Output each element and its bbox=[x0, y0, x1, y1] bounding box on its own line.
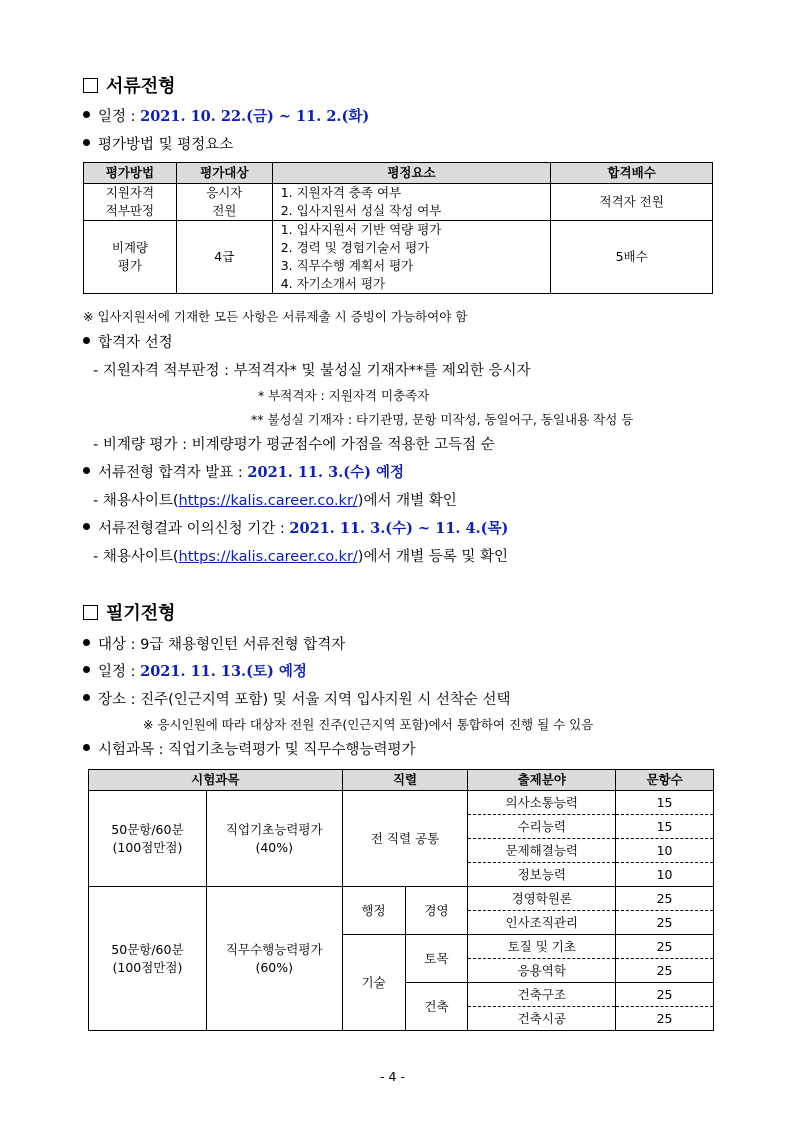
cell-count: 10 bbox=[616, 839, 714, 863]
cell-field: 정보능력 bbox=[468, 863, 616, 887]
subjects-line: 시험과목 : 직업기초능력평가 및 직무수행능력평가 bbox=[83, 738, 415, 759]
selection-footnote-1: * 부적격자 : 지원자격 미충족자 bbox=[258, 388, 430, 403]
bullet-icon bbox=[83, 666, 90, 673]
cell-field: 문제해결능력 bbox=[468, 839, 616, 863]
announce-date: 2021. 11. 3.(수) 예정 bbox=[247, 464, 405, 481]
target-line: 대상 : 9급 채용형인턴 서류전형 합격자 bbox=[83, 633, 345, 654]
cell-field: 건축시공 bbox=[468, 1007, 616, 1031]
cell-method: 지원자격 적부판정 bbox=[84, 184, 177, 221]
cell-field: 수리능력 bbox=[468, 815, 616, 839]
section-heading-document-screening: 서류전형 bbox=[83, 72, 176, 98]
place-line: 장소 : 진주(인근지역 포함) 및 서울 지역 입사지원 시 선착순 선택 bbox=[83, 688, 510, 709]
cell-subject: 직업기초능력평가 (40%) bbox=[206, 791, 342, 887]
cell-field: 응용역학 bbox=[468, 959, 616, 983]
cell-target: 4급 bbox=[176, 221, 272, 294]
cell-count: 25 bbox=[616, 1007, 714, 1031]
cell-format: 50문항/60분 (100점만점) bbox=[89, 791, 207, 887]
checkbox-square-icon bbox=[83, 78, 98, 93]
bullet-icon bbox=[83, 337, 90, 344]
announce-sub: - 채용사이트(https://kalis.career.co.kr/)에서 개별 확인 bbox=[93, 493, 457, 509]
exam-schedule-line: 일정 : 2021. 11. 13.(토) 예정 bbox=[83, 660, 307, 681]
schedule-date: 2021. 10. 22.(금) ~ 11. 2.(화) bbox=[140, 108, 370, 125]
page-number: - 4 - bbox=[380, 1069, 405, 1084]
appeal-date: 2021. 11. 3.(수) ~ 11. 4.(목) bbox=[289, 520, 509, 537]
career-site-link[interactable]: https://kalis.career.co.kr/ bbox=[178, 549, 358, 565]
evidence-note: ※ 입사지원서에 기재한 모든 사항은 서류제출 시 증빙이 가능하여야 함 bbox=[83, 309, 468, 324]
cell-track-civil: 토목 bbox=[405, 935, 468, 983]
bullet-icon bbox=[83, 694, 90, 701]
header-count: 문항수 bbox=[616, 770, 714, 791]
cell-multiple: 적격자 전원 bbox=[551, 184, 713, 221]
header-target: 평가대상 bbox=[176, 163, 272, 184]
checkbox-square-icon bbox=[83, 605, 98, 620]
bullet-icon bbox=[83, 639, 90, 646]
bullet-icon bbox=[83, 111, 90, 118]
screening-evaluation-table bbox=[83, 162, 713, 294]
cell-field: 경영학원론 bbox=[468, 887, 616, 911]
cell-field: 의사소통능력 bbox=[468, 791, 616, 815]
bullet-icon bbox=[83, 523, 90, 530]
written-exam-table bbox=[88, 769, 714, 1031]
cell-field: 인사조직관리 bbox=[468, 911, 616, 935]
header-track: 직렬 bbox=[342, 770, 468, 791]
schedule-line: 일정 : 2021. 10. 22.(금) ~ 11. 2.(화) bbox=[83, 105, 369, 126]
cell-track-arch: 건축 bbox=[405, 983, 468, 1031]
header-multiple: 합격배수 bbox=[551, 163, 713, 184]
bullet-icon bbox=[83, 467, 90, 474]
cell-method: 비계량 평가 bbox=[84, 221, 177, 294]
cell-count: 25 bbox=[616, 911, 714, 935]
announce-line: 서류전형 합격자 발표 : 2021. 11. 3.(수) 예정 bbox=[83, 461, 404, 482]
appeal-sub: - 채용사이트(https://kalis.career.co.kr/)에서 개별 등록 및 확인 bbox=[93, 549, 508, 565]
cell-count: 25 bbox=[616, 887, 714, 911]
cell-elements: 1. 입사지원서 기반 역량 평가 2. 경력 및 경험기술서 평가 3. 직무수행 계획서 평가 4. 자기소개서 평가 bbox=[272, 221, 551, 294]
cell-field: 토질 및 기초 bbox=[468, 935, 616, 959]
bullet-icon bbox=[83, 139, 90, 146]
career-site-link[interactable]: https://kalis.career.co.kr/ bbox=[178, 493, 358, 509]
cell-count: 25 bbox=[616, 959, 714, 983]
cell-track-admin-sub: 경영 bbox=[405, 887, 468, 935]
cell-elements: 1. 지원자격 충족 여부 2. 입사지원서 성실 작성 여부 bbox=[272, 184, 551, 221]
bullet-icon bbox=[83, 744, 90, 751]
cell-track-admin: 행정 bbox=[342, 887, 405, 935]
selection-criteria-2: - 비계량 평가 : 비계량평가 평균점수에 가점을 적용한 고득점 순 bbox=[93, 437, 495, 453]
cell-count: 15 bbox=[616, 815, 714, 839]
exam-date: 2021. 11. 13.(토) 예정 bbox=[140, 663, 307, 680]
selection-criteria-1: - 지원자격 적부판정 : 부적격자* 및 불성실 기재자**를 제외한 응시자 bbox=[93, 363, 531, 379]
header-method: 평가방법 bbox=[84, 163, 177, 184]
cell-subject: 직무수행능력평가 (60%) bbox=[206, 887, 342, 1031]
selection-footnote-2: ** 불성실 기재자 : 타기관명, 문항 미작성, 동일어구, 동일내용 작성 등 bbox=[251, 412, 634, 427]
selection-line: 합격자 선정 bbox=[83, 331, 173, 352]
header-field: 출제분야 bbox=[468, 770, 616, 791]
cell-count: 15 bbox=[616, 791, 714, 815]
cell-track: 전 직렬 공통 bbox=[342, 791, 468, 887]
cell-count: 25 bbox=[616, 983, 714, 1007]
cell-field: 건축구조 bbox=[468, 983, 616, 1007]
cell-count: 25 bbox=[616, 935, 714, 959]
header-elements: 평정요소 bbox=[272, 163, 551, 184]
place-note: ※ 응시인원에 따라 대상자 전원 진주(인근지역 포함)에서 통합하여 진행 될 수 있음 bbox=[143, 717, 594, 732]
cell-count: 10 bbox=[616, 863, 714, 887]
appeal-line: 서류전형결과 이의신청 기간 : 2021. 11. 3.(수) ~ 11. 4.(목) bbox=[83, 517, 508, 538]
method-line: 평가방법 및 평정요소 bbox=[83, 133, 233, 154]
cell-multiple: 5배수 bbox=[551, 221, 713, 294]
section-heading-written-exam: 필기전형 bbox=[83, 599, 176, 625]
cell-format: 50문항/60분 (100점만점) bbox=[89, 887, 207, 1031]
header-subject: 시험과목 bbox=[89, 770, 343, 791]
cell-track-tech: 기술 bbox=[342, 935, 405, 1031]
cell-target: 응시자 전원 bbox=[176, 184, 272, 221]
